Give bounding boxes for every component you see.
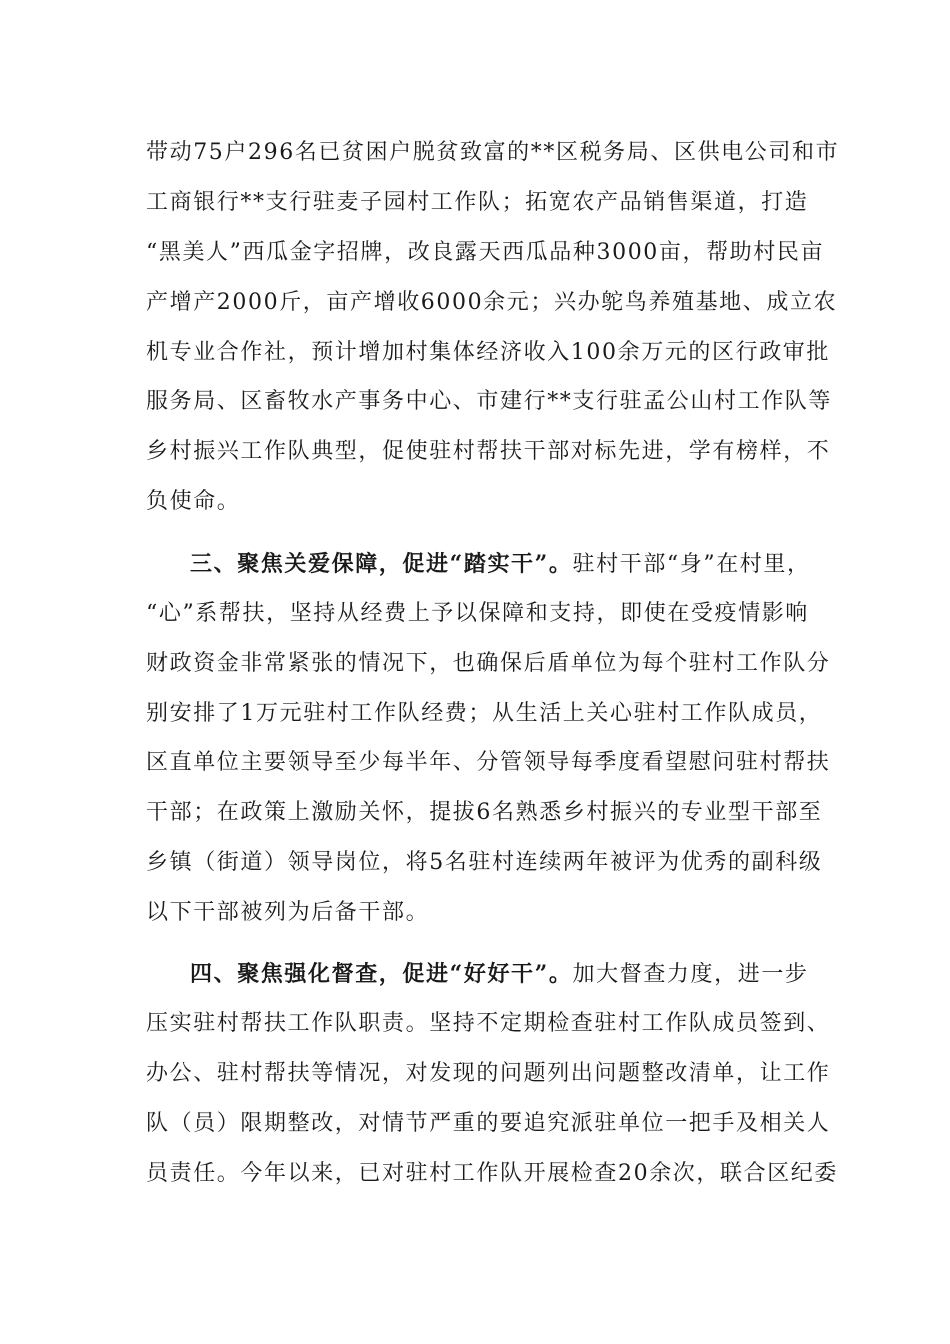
paragraph-3-line-1: [190, 956, 860, 992]
paragraph-3-first-line-text: 加大督查力度，进一步: [572, 962, 809, 987]
paragraph-3-line-3: 办公、驻村帮扶等情况，对发现的问题列出问题整改清单，让工作: [146, 1061, 831, 1086]
paragraph-2-line-1: [190, 546, 860, 582]
section-heading-3: 三、聚焦关爱保障，促进“踏实干”。: [190, 551, 573, 577]
paragraph-1-line-4: 产增产2000斤，亩产增收6000余元；兴办鸵鸟养殖基地、成立农: [146, 290, 838, 315]
paragraph-1-line-2: 工商银行**支行驻麦子园村工作队；拓宽农产品销售渠道，打造: [146, 190, 809, 215]
paragraph-1-line-7: 乡村振兴工作队典型，促使驻村帮扶干部对标先进，学有榜样，不: [146, 439, 831, 464]
paragraph-1-line-8: 负使命。: [146, 489, 241, 514]
paragraph-1-line-1: 带动75户296名已贫困户脱贫致富的**区税务局、区供电公司和市: [146, 140, 840, 165]
paragraph-2-line-6: 干部；在政策上激励关怀，提拔6名熟悉乡村振兴的专业型干部至: [146, 800, 823, 825]
paragraph-2-line-4: 别安排了1万元驻村工作队经费；从生活上关心驻村工作队成员，: [146, 701, 823, 726]
paragraph-1-line-3: “黑美人”西瓜金字招牌，改良露天西瓜品种3000亩，帮助村民亩: [146, 240, 825, 265]
paragraph-2-line-5: 区直单位主要领导至少每半年、分管领导每季度看望慰问驻村帮扶: [146, 750, 831, 775]
paragraph-2-line-3: 财政资金非常紧张的情况下，也确保后盾单位为每个驻村工作队分: [146, 651, 831, 676]
paragraph-3-line-4: 队（员）限期整改，对情节严重的要追究派驻单位一把手及相关人: [146, 1111, 831, 1136]
paragraph-3-line-2: 压实驻村帮扶工作队职责。坚持不定期检查驻村工作队成员签到、: [146, 1011, 831, 1036]
paragraph-3-line-5: 员责任。今年以来，已对驻村工作队开展检查20余次，联合区纪委: [146, 1161, 838, 1186]
section-heading-4: 四、聚焦强化督查，促进“好好干”。: [190, 961, 573, 987]
paragraph-2-line-8: 以下干部被列为后备干部。: [146, 900, 430, 925]
paragraph-2-line-7: 乡镇（街道）领导岗位，将5名驻村连续两年被评为优秀的副科级: [146, 850, 823, 875]
paragraph-1-line-6: 服务局、区畜牧水产事务中心、市建行**支行驻孟公山村工作队等: [146, 389, 833, 414]
paragraph-2-line-2: “心”系帮扶，坚持从经费上予以保障和支持，即使在受疫情影响: [146, 601, 809, 626]
paragraph-1-line-5: 机专业合作社，预计增加村集体经济收入100余万元的区行政审批: [146, 340, 830, 365]
paragraph-2-first-line-text: 驻村干部“身”在村里，: [572, 552, 811, 577]
